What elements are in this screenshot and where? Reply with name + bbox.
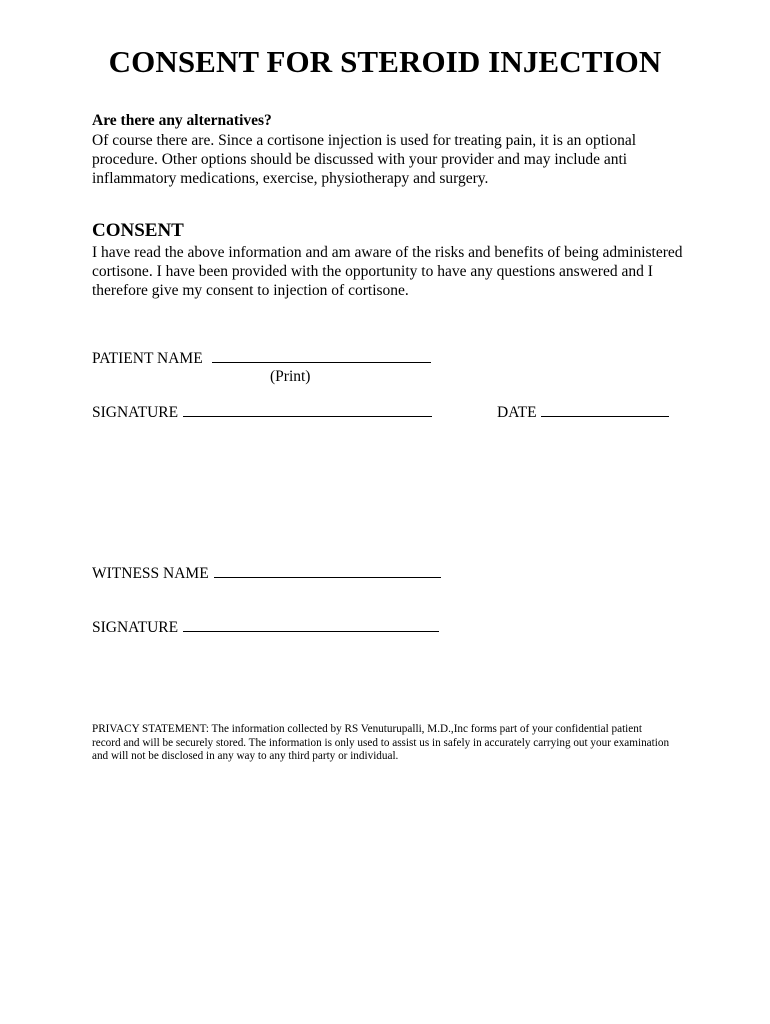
privacy-line-2: record and will be securely stored. The information is only used to assist us in safely in accurately carrying out your examination: [92, 736, 670, 749]
date-line[interactable]: [541, 402, 669, 417]
patient-name-field[interactable]: [92, 348, 431, 368]
date-field[interactable]: [497, 402, 669, 422]
patient-signature-line[interactable]: [183, 402, 432, 417]
privacy-line-3: and will not be disclosed in any way to any third party or individual.: [92, 750, 399, 762]
patient-signature-field[interactable]: [92, 402, 432, 422]
alternatives-line-3: inflammatory medications, exercise, physiotherapy and surgery.: [92, 170, 489, 187]
print-note: (Print): [270, 368, 311, 385]
patient-name-line[interactable]: [212, 348, 431, 363]
witness-signature-label: SIGNATURE: [92, 619, 179, 636]
witness-name-label: WITNESS NAME: [92, 565, 209, 582]
alternatives-heading: Are there any alternatives?: [92, 112, 272, 129]
witness-signature-line[interactable]: [183, 617, 439, 632]
privacy-line-1: PRIVACY STATEMENT: The information collected by RS Venuturupalli, M.D.,Inc forms part of your confidential patient: [92, 723, 642, 735]
witness-name-field[interactable]: [92, 563, 441, 583]
patient-signature-label: SIGNATURE: [92, 404, 179, 421]
page-title: CONSENT FOR STEROID INJECTION: [108, 44, 662, 79]
alternatives-line-2: procedure. Other options should be discussed with your provider and may include anti: [92, 151, 628, 168]
patient-name-label: PATIENT NAME: [92, 350, 203, 367]
consent-heading: CONSENT: [92, 220, 184, 241]
alternatives-line-1: Of course there are. Since a cortisone injection is used for treating pain, it is an optional: [92, 132, 637, 149]
consent-line-1: I have read the above information and am aware of the risks and benefits of being administered: [92, 244, 683, 261]
date-label: DATE: [497, 404, 537, 421]
witness-signature-field[interactable]: [92, 617, 439, 637]
witness-name-line[interactable]: [214, 563, 441, 578]
consent-line-2: cortisone. I have been provided with the opportunity to have any questions answered and I: [92, 263, 653, 280]
consent-line-3: therefore give my consent to injection of cortisone.: [92, 282, 409, 299]
consent-section: [92, 219, 692, 300]
privacy-statement: [92, 723, 692, 764]
alternatives-section: [92, 111, 692, 188]
